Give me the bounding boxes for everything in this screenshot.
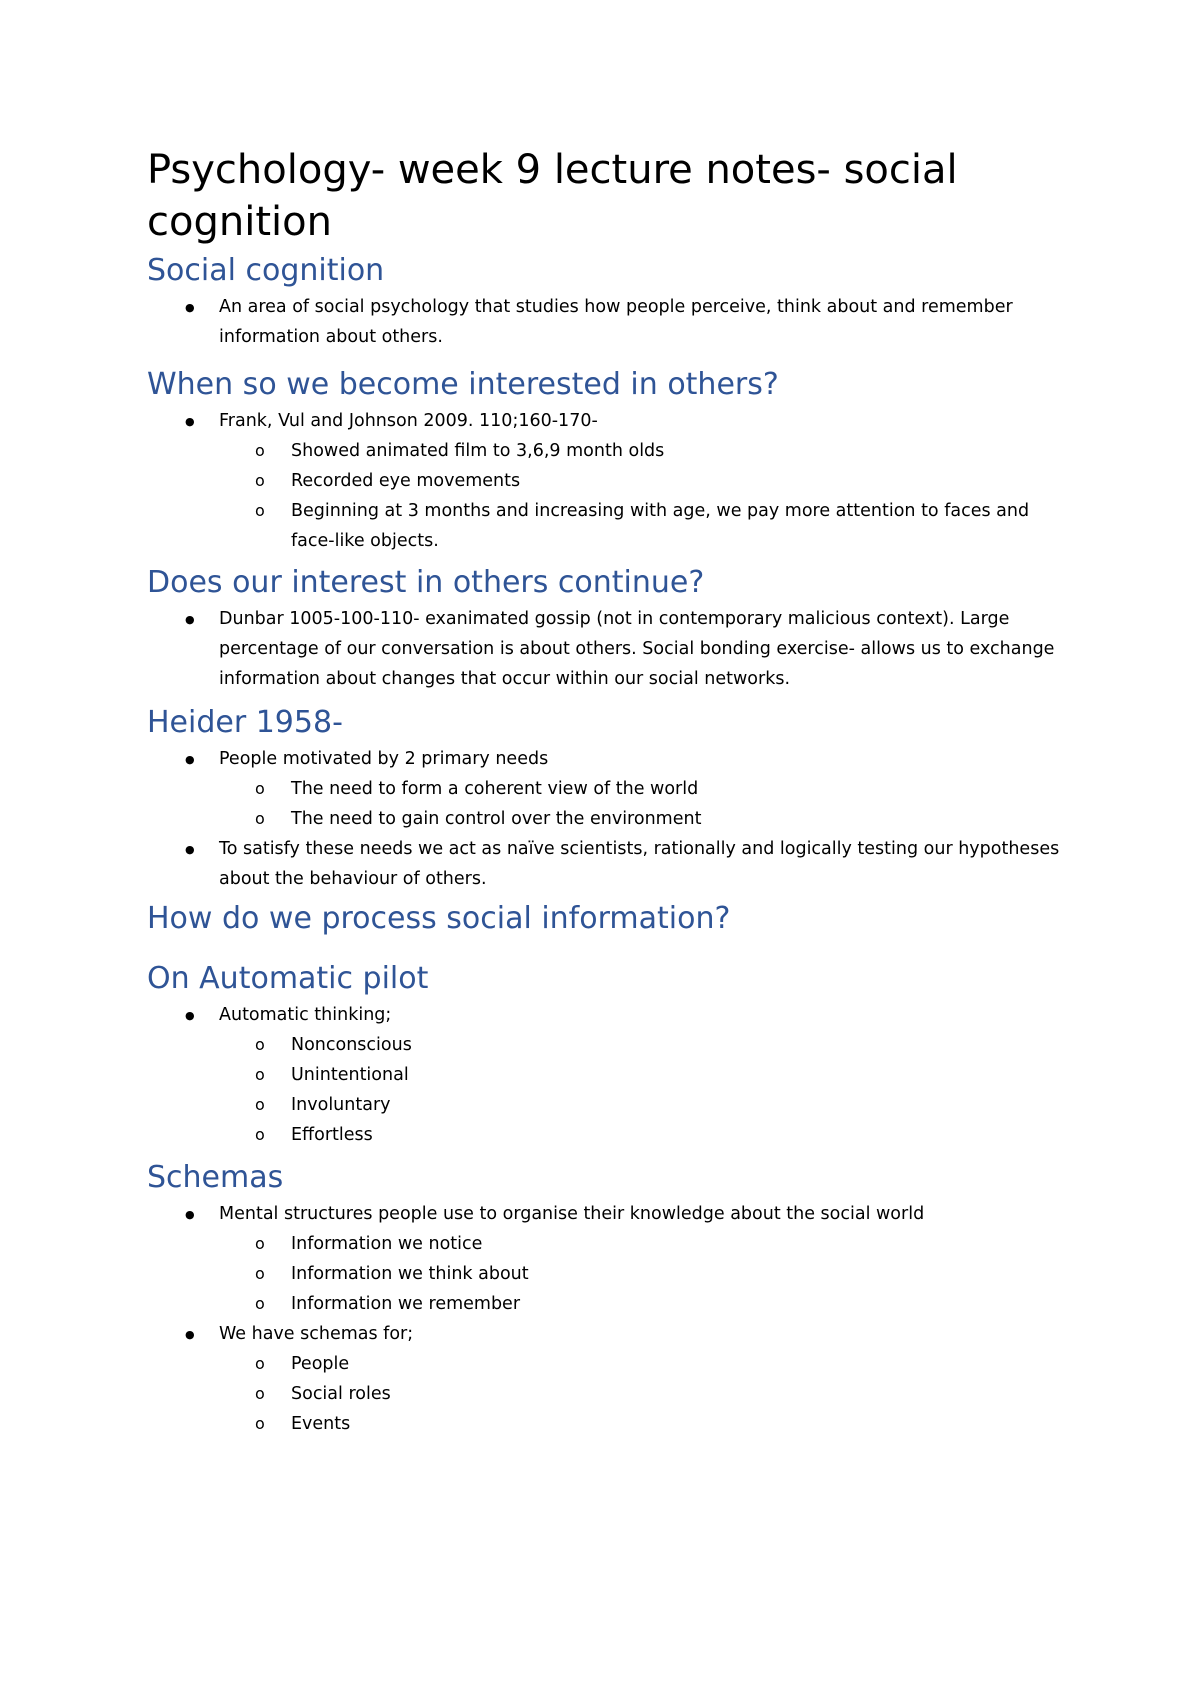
bullet-text: Dunbar 1005-100-110- exanimated gossip (not in contemporary malicious context). Large percentage of our conversation is about others. Social bonding exercise- allows us to exchange information about changes that occur within our social networks. (219, 609, 1055, 689)
sub-bullet-text: The need to gain control over the environment (291, 809, 702, 829)
sub-bullet-text: Information we notice (291, 1234, 483, 1254)
sub-bullet-item (147, 1289, 1067, 1319)
bullet-dot-icon: ● (185, 1009, 195, 1022)
bullet-dot-icon: ● (185, 753, 195, 766)
section-heading: How do we process social information? (147, 901, 731, 936)
hollow-circle-bullet-icon: o (255, 1065, 265, 1084)
hollow-circle-bullet-icon: o (255, 1125, 265, 1144)
bullet-item (147, 834, 1067, 894)
section-heading: When so we become interested in others? (147, 367, 779, 402)
hollow-circle-bullet-icon: o (255, 1384, 265, 1403)
sub-bullet-text: Information we remember (291, 1294, 521, 1314)
bullet-text: Frank, Vul and Johnson 2009. 110;160-170- (219, 411, 598, 431)
bullet-text: To satisfy these needs we act as naïve scientists, rationally and logically testing our hypotheses about the behaviour of others. (219, 839, 1060, 889)
bullet-list (147, 604, 1067, 694)
sub-bullet-text: Information we think about (291, 1264, 529, 1284)
sub-bullet-text: Beginning at 3 months and increasing with age, we pay more attention to faces and face-like objects. (291, 501, 1030, 551)
sub-bullet-item (147, 1120, 1067, 1150)
sub-bullet-item (147, 1379, 1067, 1409)
sub-bullet-text: Unintentional (291, 1065, 409, 1085)
sub-bullet-text: Nonconscious (291, 1035, 412, 1055)
sub-bullet-item (147, 1229, 1067, 1259)
bullet-text: Mental structures people use to organise their knowledge about the social world (219, 1204, 925, 1224)
bullet-dot-icon: ● (185, 1328, 195, 1341)
section-heading: Social cognition (147, 253, 385, 288)
hollow-circle-bullet-icon: o (255, 1264, 265, 1283)
sub-bullet-text: Involuntary (291, 1095, 391, 1115)
sub-bullet-item (147, 496, 1067, 556)
sub-bullet-text: The need to form a coherent view of the world (291, 779, 699, 799)
bullet-text: An area of social psychology that studies how people perceive, think about and remember information about others. (219, 297, 1013, 347)
bullet-text: People motivated by 2 primary needs (219, 749, 549, 769)
hollow-circle-bullet-icon: o (255, 809, 265, 828)
document-title: Psychology- week 9 lecture notes- social cognition (147, 147, 958, 245)
hollow-circle-bullet-icon: o (255, 1035, 265, 1054)
hollow-circle-bullet-icon: o (255, 1294, 265, 1313)
sub-bullet-item (147, 774, 1067, 804)
bullet-dot-icon: ● (185, 1208, 195, 1221)
bullet-text: Automatic thinking; (219, 1005, 392, 1025)
sub-bullet-item (147, 1259, 1067, 1289)
sub-bullet-item (147, 1409, 1067, 1439)
bullet-list (147, 406, 1067, 556)
sub-bullet-item (147, 1030, 1067, 1060)
document-page (147, 144, 1067, 1434)
bullet-list (147, 1000, 1067, 1150)
bullet-item (147, 1000, 1067, 1030)
hollow-circle-bullet-icon: o (255, 501, 265, 520)
hollow-circle-bullet-icon: o (255, 441, 265, 460)
sub-bullet-text: Social roles (291, 1384, 391, 1404)
sub-bullet-item (147, 1090, 1067, 1120)
bullet-dot-icon: ● (185, 613, 195, 626)
sub-bullet-item (147, 436, 1067, 466)
bullet-item (147, 1199, 1067, 1229)
hollow-circle-bullet-icon: o (255, 779, 265, 798)
sub-bullet-item (147, 1060, 1067, 1090)
bullet-item (147, 406, 1067, 436)
bullet-item (147, 1319, 1067, 1349)
bullet-text: We have schemas for; (219, 1324, 414, 1344)
sub-bullet-item (147, 466, 1067, 496)
bullet-list (147, 1199, 1067, 1439)
bullet-list (147, 744, 1067, 894)
sub-bullet-text: Events (291, 1414, 351, 1434)
hollow-circle-bullet-icon: o (255, 1234, 265, 1253)
sub-bullet-text: Showed animated film to 3,6,9 month olds (291, 441, 665, 461)
sub-bullet-item (147, 1349, 1067, 1379)
section-heading: On Automatic pilot (147, 961, 429, 996)
bullet-dot-icon: ● (185, 415, 195, 428)
hollow-circle-bullet-icon: o (255, 1354, 265, 1373)
hollow-circle-bullet-icon: o (255, 471, 265, 490)
sub-bullet-text: People (291, 1354, 350, 1374)
bullet-item (147, 604, 1067, 694)
bullet-dot-icon: ● (185, 301, 195, 314)
bullet-list (147, 292, 1067, 352)
section-heading: Schemas (147, 1160, 284, 1195)
bullet-item (147, 744, 1067, 774)
sub-bullet-text: Recorded eye movements (291, 471, 521, 491)
section-heading: Heider 1958- (147, 705, 343, 740)
hollow-circle-bullet-icon: o (255, 1095, 265, 1114)
bullet-item (147, 292, 1067, 352)
sub-bullet-text: Effortless (291, 1125, 373, 1145)
sub-bullet-item (147, 804, 1067, 834)
bullet-dot-icon: ● (185, 843, 195, 856)
hollow-circle-bullet-icon: o (255, 1414, 265, 1433)
section-heading: Does our interest in others continue? (147, 565, 705, 600)
